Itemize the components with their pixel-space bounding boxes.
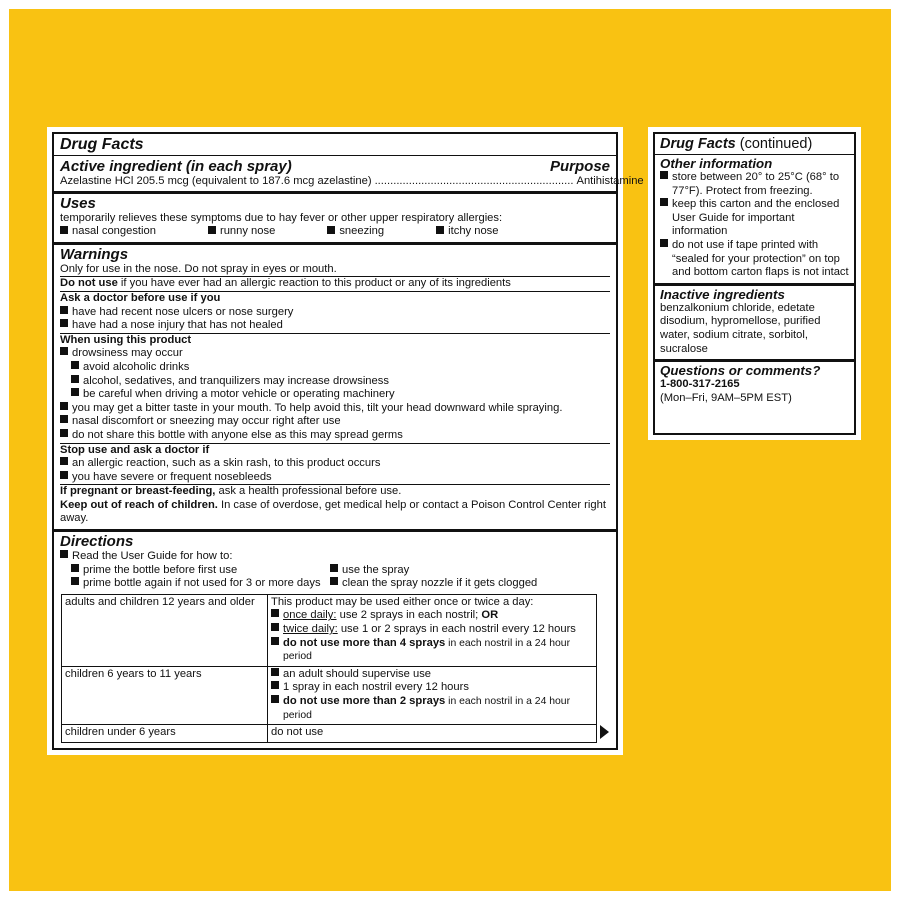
- table-cell: an adult should supervise use 1 spray in each nostril every 12 hours do not use more than 2 sprays in each nostril in a 24 hour period: [268, 666, 597, 724]
- purpose-text: Antihistamine: [576, 175, 644, 187]
- bullet-square-icon: [60, 415, 68, 423]
- purpose-heading: Purpose: [549, 158, 610, 175]
- list-item: do not use if tape printed with “sealed for your protection” on top and bottom carton flaps is not intact: [660, 239, 849, 280]
- drug-facts-continued-panel: [648, 127, 861, 440]
- bullet-square-icon: [60, 306, 68, 314]
- bullet-square-icon: [60, 402, 68, 410]
- bullet-square-icon: [660, 198, 668, 206]
- bullet-square-icon: [330, 577, 338, 585]
- bullet-square-icon: [660, 171, 668, 179]
- uses-item: sneezing: [327, 225, 410, 239]
- do-not-use: Do not use if you have ever had an allergic reaction to this product or any of its ingredients: [60, 277, 511, 290]
- list-item: have had recent nose ulcers or nose surgery: [60, 306, 610, 320]
- bullet-square-icon: [71, 375, 79, 383]
- list-item: store between 20° to 25°C (68° to 77°F). Protect from freezing.: [660, 171, 849, 198]
- directions-section: [54, 532, 616, 746]
- bullet-square-icon: [60, 550, 68, 558]
- directions-columns: [60, 564, 610, 591]
- bullet-square-icon: [271, 695, 279, 703]
- dosage-table: [61, 594, 597, 743]
- questions-heading: Questions or comments?: [660, 363, 821, 379]
- warnings-intro: Only for use in the nose. Do not spray in eyes or mouth.: [60, 262, 337, 275]
- bullet-square-icon: [271, 681, 279, 689]
- continued-title: Drug Facts (continued): [660, 136, 813, 152]
- leader-dots: ................................................................: [374, 175, 574, 187]
- bullet-square-icon: [330, 564, 338, 572]
- stop-use-heading: Stop use and ask a doctor if: [60, 443, 210, 456]
- bullet-square-icon: [271, 637, 279, 645]
- inactive-ingredients-text: benzalkonium chloride, edetate disodium, hypromellose, purified water, sodium citrate, sorbitol, sucralose: [660, 301, 821, 355]
- active-ingredient-section: [54, 134, 644, 194]
- table-row: [62, 725, 597, 743]
- table-cell: children under 6 years: [62, 725, 268, 743]
- pregnant-warning: If pregnant or breast-feeding, ask a health professional before use.: [60, 485, 402, 498]
- drug-facts-title: Drug Facts: [60, 136, 144, 153]
- bullet-square-icon: [71, 577, 79, 585]
- table-cell: children 6 years to 11 years: [62, 666, 268, 724]
- bullet-square-icon: [271, 668, 279, 676]
- bullet-square-icon: [660, 239, 668, 247]
- active-ingredient-row: [60, 175, 644, 189]
- title-rule: [54, 155, 616, 156]
- drug-facts-frame: [52, 132, 644, 750]
- active-ingredient-text: Azelastine HCl 205.5 mcg (equivalent to 187.6 mcg azelastine): [60, 175, 372, 187]
- warnings-section: [54, 245, 616, 532]
- list-item: prime the bottle before first use: [60, 564, 330, 578]
- table-cell: This product may be used either once or twice a day: once daily: use 2 sprays in each nostril; OR twice daily: use 1 or 2 sprays in each nostril every 12 hours do not use more than 4 sprays in each nostril in a 24 hour period: [268, 594, 597, 666]
- table-row: [62, 666, 597, 724]
- uses-list: [60, 225, 610, 239]
- continue-arrow-icon: [600, 725, 609, 739]
- uses-item: runny nose: [208, 225, 301, 239]
- list-item: you have severe or frequent nosebleeds: [60, 471, 610, 485]
- list-item: prime bottle again if not used for 3 or more days: [60, 577, 330, 591]
- list-item: have had a nose injury that has not healed: [60, 319, 610, 333]
- list-item: keep this carton and the enclosed User Guide for important information: [660, 198, 849, 239]
- table-cell: do not use: [268, 725, 597, 743]
- drug-facts-panel: [47, 127, 644, 755]
- list-item: alcohol, sedatives, and tranquilizers may increase drowsiness: [60, 375, 610, 389]
- bullet-square-icon: [71, 388, 79, 396]
- bullet-square-icon: [60, 347, 68, 355]
- bullet-square-icon: [60, 226, 68, 234]
- other-information-heading: Other information: [660, 156, 773, 171]
- bullet-square-icon: [271, 609, 279, 617]
- bullet-square-icon: [60, 319, 68, 327]
- list-item: drowsiness may occur: [60, 347, 610, 361]
- bullet-square-icon: [71, 361, 79, 369]
- list-item: use the spray: [330, 564, 537, 578]
- active-heading-row: [60, 158, 610, 175]
- bullet-square-icon: [60, 471, 68, 479]
- list-item: be careful when driving a motor vehicle or operating machinery: [60, 388, 610, 402]
- list-item: an allergic reaction, such as a skin rash, to this product occurs: [60, 457, 610, 471]
- warnings-heading: Warnings: [60, 245, 129, 263]
- uses-section: [54, 194, 616, 245]
- keep-out-warning: Keep out of reach of children. In case of overdose, get medical help or contact a Poison Control Center right away.: [60, 498, 606, 525]
- directions-intro: Read the User Guide for how to:: [60, 550, 610, 564]
- bullet-square-icon: [60, 429, 68, 437]
- bullet-square-icon: [271, 623, 279, 631]
- active-ingredient-heading: Active ingredient (in each spray): [60, 158, 292, 175]
- other-information-section: [655, 134, 854, 286]
- hours-text: (Mon–Fri, 9AM–5PM EST): [660, 391, 792, 404]
- ask-doctor-heading: Ask a doctor before use if you: [60, 291, 221, 304]
- bullet-square-icon: [208, 226, 216, 234]
- uses-heading: Uses: [60, 194, 96, 212]
- uses-item: itchy nose: [436, 225, 524, 239]
- phone-number: 1-800-317-2165: [660, 378, 740, 391]
- table-row: [62, 594, 597, 666]
- directions-heading: Directions: [60, 533, 134, 551]
- questions-section: [655, 362, 854, 408]
- list-item: clean the spray nozzle if it gets clogged: [330, 577, 537, 591]
- uses-text: temporarily relieves these symptoms due to hay fever or other upper respiratory allergies:: [60, 211, 503, 224]
- inactive-ingredients-heading: Inactive ingredients: [660, 286, 785, 302]
- list-item: you may get a bitter taste in your mouth. To help avoid this, tilt your head downward while spraying.: [60, 402, 610, 416]
- table-cell: adults and children 12 years and older: [62, 594, 268, 666]
- inactive-ingredients-section: [655, 286, 854, 362]
- list-item: avoid alcoholic drinks: [60, 361, 610, 375]
- when-using-heading: When using this product: [60, 333, 192, 346]
- bullet-square-icon: [71, 564, 79, 572]
- uses-item: nasal congestion: [60, 225, 182, 239]
- list-item: do not share this bottle with anyone else as this may spread germs: [60, 429, 610, 443]
- bullet-square-icon: [60, 457, 68, 465]
- bullet-square-icon: [327, 226, 335, 234]
- bullet-square-icon: [436, 226, 444, 234]
- list-item: nasal discomfort or sneezing may occur right after use: [60, 415, 610, 429]
- drug-facts-continued-frame: [653, 132, 856, 435]
